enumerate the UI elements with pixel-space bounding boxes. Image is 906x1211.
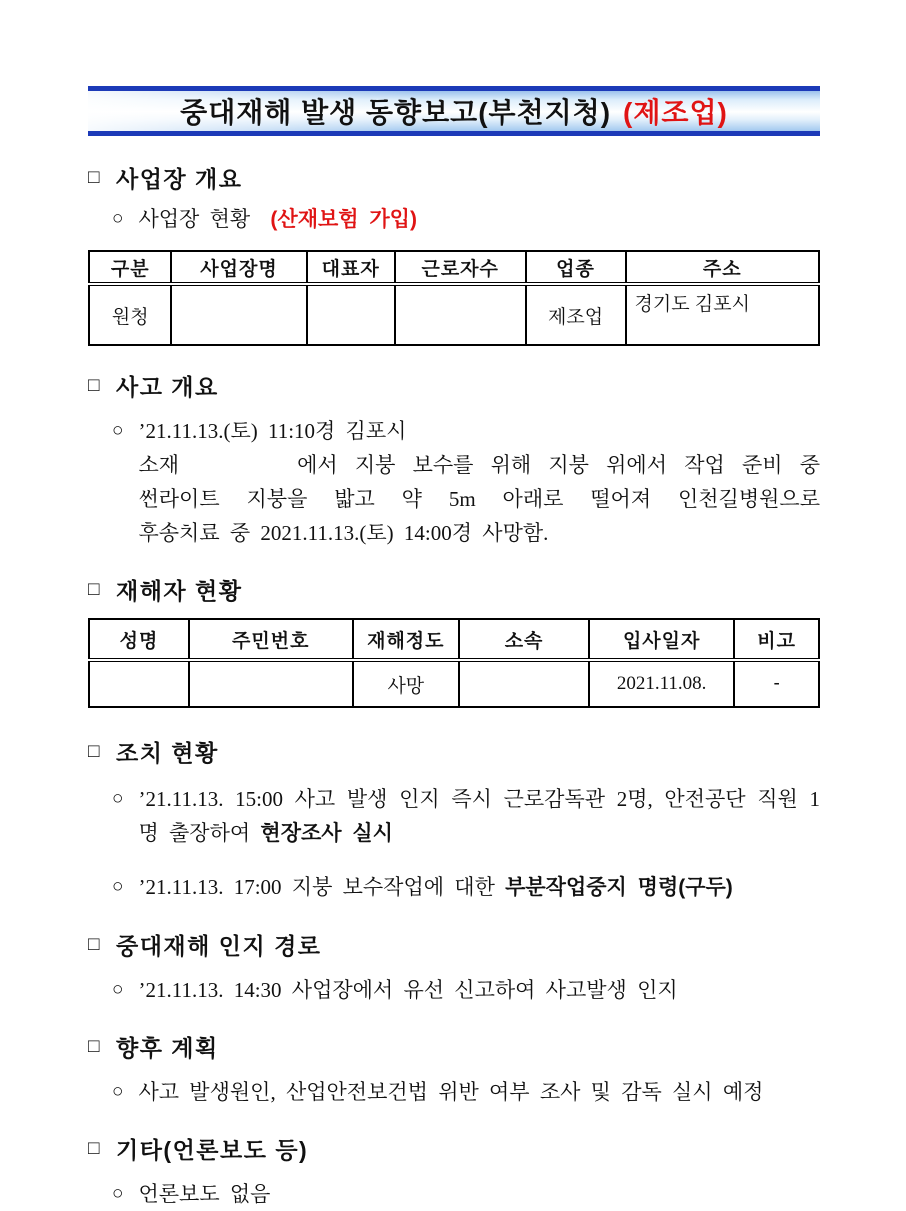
section-heading-row [88, 1136, 820, 1164]
cell-id-number [189, 660, 353, 707]
victim-table-row [89, 660, 819, 707]
accident-description-bullet [112, 414, 820, 550]
measure-1-bold: 현장조사 실시 [260, 822, 393, 845]
workplace-table [88, 250, 820, 346]
section-heading-plan: 향후 계획 [115, 1035, 219, 1061]
col-header-hire-date: 입사일자 [589, 619, 734, 660]
cell-victim-name [89, 660, 189, 707]
section-heading-row [88, 739, 820, 767]
square-marker-icon: □ [88, 1138, 101, 1159]
circle-bullet-icon: ○ [112, 1081, 124, 1102]
measure-2-bold: 부분작업중지 명령(구두) [505, 876, 733, 899]
insurance-note: (산재보험 가입) [270, 208, 417, 231]
workplace-table-header-row [89, 251, 819, 284]
recognition-text: ’21.11.13. 14:30 사업장에서 유선 신고하여 사고발생 인지 [138, 978, 678, 1002]
section-heading-etc: 기타(언론보도 등) [115, 1137, 309, 1163]
section-heading-measures: 조치 현황 [115, 740, 219, 766]
col-header-note: 비고 [734, 619, 819, 660]
circle-bullet-icon: ○ [112, 208, 124, 229]
report-title: 중대재해 발생 동향보고(부천지청) [180, 97, 612, 128]
col-header-id-number: 주민번호 [189, 619, 353, 660]
report-title-category: (제조업) [623, 97, 728, 128]
col-header-affiliation: 소속 [459, 619, 589, 660]
section-recognition-path [88, 932, 820, 1007]
accident-line-3: 썬라이트 지붕을 밟고 약 5m 아래로 떨어져 인천길병원으로 [138, 487, 820, 511]
measure-item-2 [112, 870, 820, 905]
square-marker-icon: □ [88, 934, 101, 955]
accident-description [138, 414, 820, 550]
measure-item-2-text [138, 870, 820, 905]
section-heading-victim: 재해자 현황 [115, 578, 243, 604]
col-header-ceo: 대표자 [307, 251, 395, 284]
square-marker-icon: □ [88, 741, 101, 762]
accident-line-2 [138, 448, 820, 482]
cell-name [171, 284, 306, 345]
recognition-bullet [112, 973, 820, 1007]
measure-item-1-text [138, 782, 820, 851]
cell-hire-date: 2021.11.08. [589, 660, 734, 707]
cell-industry: 제조업 [526, 284, 626, 345]
section-accident-overview [88, 373, 820, 550]
section-etc-media [88, 1136, 820, 1211]
cell-ceo [307, 284, 395, 345]
accident-line-2-post: 에서 지붕 보수를 위해 지붕 위에서 작업 준비 중 [297, 453, 820, 477]
section-measures [88, 739, 820, 905]
section-heading-row [88, 165, 820, 193]
square-marker-icon: □ [88, 167, 101, 188]
accident-line-2-pre: 소재 [138, 453, 180, 477]
col-header-address: 주소 [626, 251, 819, 284]
section-heading-row [88, 373, 820, 401]
victim-table-header-row [89, 619, 819, 660]
workplace-table-row [89, 284, 819, 345]
cell-severity: 사망 [353, 660, 460, 707]
measure-1-plain: ’21.11.13. 15:00 사고 발생 인지 즉시 근로감독관 2명, 안전공단 직원 1명 출장하여 [138, 787, 820, 845]
circle-bullet-icon: ○ [112, 420, 124, 441]
cell-affiliation [459, 660, 589, 707]
col-header-type: 구분 [89, 251, 171, 284]
col-header-name: 사업장명 [171, 251, 306, 284]
media-bullet [112, 1177, 820, 1211]
workplace-status-text [138, 202, 820, 237]
circle-bullet-icon: ○ [112, 788, 124, 809]
report-title-bar [88, 86, 820, 136]
measure-item-1 [112, 782, 820, 851]
workplace-status-bullet [112, 202, 820, 237]
circle-bullet-icon: ○ [112, 979, 124, 1000]
accident-line-4: 후송치료 중 2021.11.13.(토) 14:00경 사망함. [138, 521, 549, 545]
plan-bullet [112, 1075, 820, 1109]
accident-line-1: ’21.11.13.(토) 11:10경 김포시 [138, 419, 407, 443]
circle-bullet-icon: ○ [112, 876, 124, 897]
col-header-severity: 재해정도 [353, 619, 460, 660]
section-workplace-overview [88, 165, 820, 346]
square-marker-icon: □ [88, 1036, 101, 1057]
section-heading-row [88, 932, 820, 960]
workplace-status-label: 사업장 현황 [138, 207, 251, 231]
square-marker-icon: □ [88, 579, 101, 600]
section-heading-row [88, 577, 820, 605]
col-header-victim-name: 성명 [89, 619, 189, 660]
measure-2-plain: ’21.11.13. 17:00 지붕 보수작업에 대한 [138, 875, 506, 899]
square-marker-icon: □ [88, 375, 101, 396]
section-heading-row [88, 1034, 820, 1062]
col-header-industry: 업종 [526, 251, 626, 284]
circle-bullet-icon: ○ [112, 1183, 124, 1204]
plan-text: 사고 발생원인, 산업안전보건법 위반 여부 조사 및 감독 실시 예정 [138, 1080, 764, 1104]
cell-type: 원청 [89, 284, 171, 345]
section-heading-workplace: 사업장 개요 [115, 166, 243, 192]
media-text: 언론보도 없음 [138, 1182, 271, 1206]
section-heading-recognition: 중대재해 인지 경로 [115, 933, 322, 959]
cell-note: - [734, 660, 819, 707]
col-header-workers: 근로자수 [395, 251, 526, 284]
victim-table [88, 618, 820, 708]
cell-address: 경기도 김포시 [626, 284, 819, 345]
section-victim-status [88, 577, 820, 708]
section-future-plan [88, 1034, 820, 1109]
section-heading-accident: 사고 개요 [115, 374, 219, 400]
cell-workers [395, 284, 526, 345]
